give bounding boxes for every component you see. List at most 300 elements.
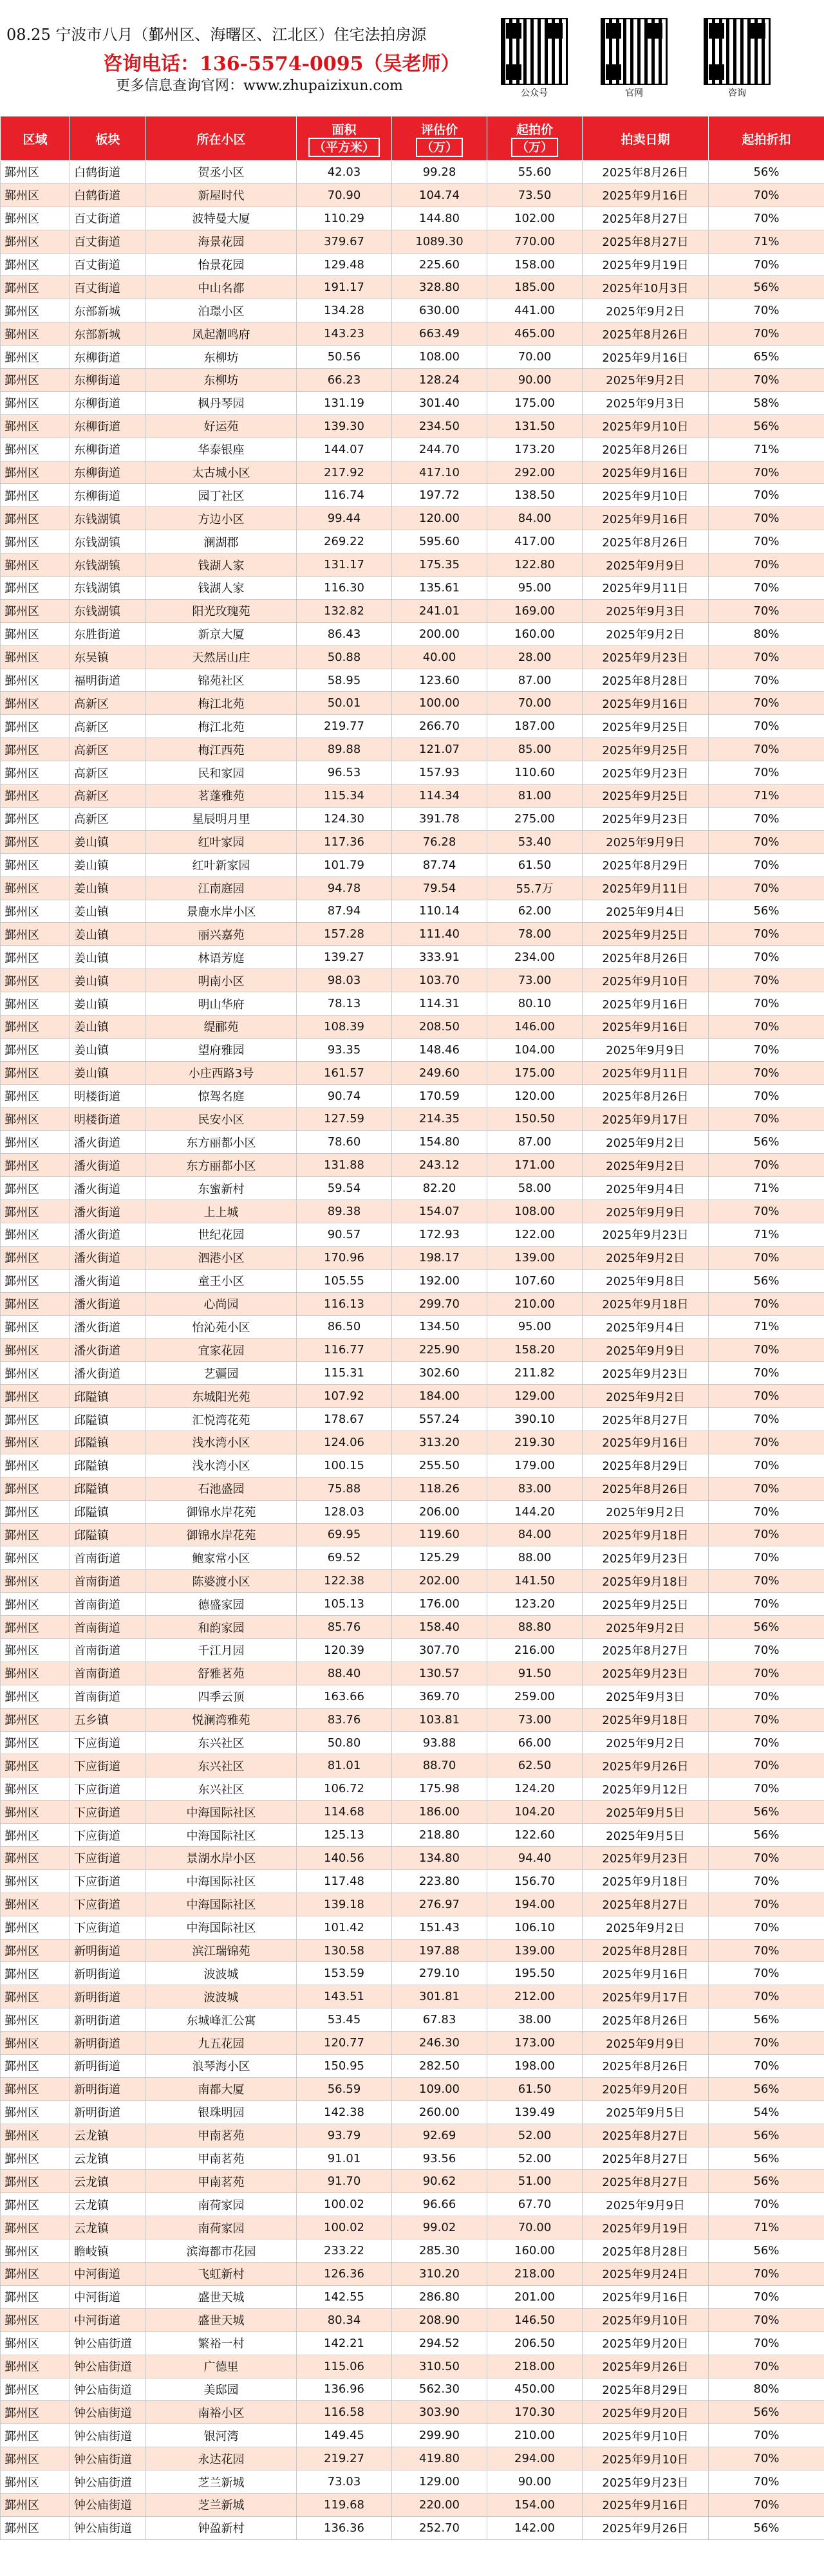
cell-community: 南荷家园 [146, 2216, 297, 2239]
cell-discount: 70% [709, 553, 824, 577]
cell-start-price: 142.00 [487, 2516, 583, 2539]
cell-start-price: 73.00 [487, 969, 583, 992]
cell-discount: 70% [709, 1408, 824, 1431]
cell-community: 新屋时代 [146, 183, 297, 207]
cell-community: 甲南茗苑 [146, 2124, 297, 2147]
cell-district: 鄞州区 [1, 299, 70, 322]
cell-auction-date: 2025年9月23日 [583, 1847, 709, 1870]
table-row [1, 784, 824, 808]
table-row [1, 900, 824, 923]
cell-start-price: 154.00 [487, 2493, 583, 2516]
cell-block: 首南街道 [70, 1546, 146, 1570]
table-row [1, 1084, 824, 1107]
cell-auction-date: 2025年9月3日 [583, 1685, 709, 1708]
table-row [1, 599, 824, 622]
cell-area: 50.01 [297, 692, 392, 715]
cell-block: 新明街道 [70, 1939, 146, 1962]
cell-auction-date: 2025年9月10日 [583, 414, 709, 438]
cell-evaluation: 175.35 [392, 553, 487, 577]
table-row [1, 2424, 824, 2447]
cell-start-price: 122.80 [487, 553, 583, 577]
cell-discount: 70% [709, 1246, 824, 1269]
cell-district: 鄞州区 [1, 2285, 70, 2308]
cell-discount: 56% [709, 900, 824, 923]
cell-area: 106.72 [297, 1777, 392, 1801]
cell-start-price: 104.20 [487, 1801, 583, 1824]
cell-community: 盛世天城 [146, 2308, 297, 2331]
cell-discount: 65% [709, 346, 824, 369]
cell-start-price: 88.00 [487, 1546, 583, 1570]
cell-district: 鄞州区 [1, 161, 70, 184]
cell-area: 132.82 [297, 599, 392, 622]
cell-community: 繁裕一村 [146, 2331, 297, 2355]
table-row [1, 2401, 824, 2424]
cell-auction-date: 2025年10月3日 [583, 276, 709, 299]
cell-evaluation: 151.43 [392, 1916, 487, 1939]
cell-block: 白鹤街道 [70, 161, 146, 184]
cell-auction-date: 2025年9月25日 [583, 1593, 709, 1616]
table-row [1, 2493, 824, 2516]
cell-community: 甲南茗苑 [146, 2170, 297, 2193]
cell-block: 东柳街道 [70, 391, 146, 414]
cell-start-price: 144.20 [487, 1500, 583, 1523]
cell-district: 鄞州区 [1, 1939, 70, 1962]
cell-community: 永达花园 [146, 2447, 297, 2470]
cell-evaluation: 90.62 [392, 2170, 487, 2193]
table-row [1, 322, 824, 346]
cell-discount: 70% [709, 1431, 824, 1454]
cell-discount: 70% [709, 830, 824, 853]
cell-discount: 70% [709, 2308, 824, 2331]
cell-discount: 70% [709, 530, 824, 553]
cell-auction-date: 2025年9月2日 [583, 1500, 709, 1523]
cell-auction-date: 2025年9月23日 [583, 2470, 709, 2494]
cell-start-price: 171.00 [487, 1154, 583, 1177]
cell-community: 太古城小区 [146, 461, 297, 484]
cell-auction-date: 2025年9月16日 [583, 2493, 709, 2516]
table-row [1, 2378, 824, 2401]
cell-start-price: 122.60 [487, 1824, 583, 1847]
cell-discount: 56% [709, 1801, 824, 1824]
cell-district: 鄞州区 [1, 1431, 70, 1454]
table-row [1, 2285, 824, 2308]
cell-evaluation: 260.00 [392, 2100, 487, 2124]
cell-auction-date: 2025年8月27日 [583, 1408, 709, 1431]
cell-auction-date: 2025年9月11日 [583, 876, 709, 900]
cell-evaluation: 595.60 [392, 530, 487, 553]
cell-evaluation: 286.80 [392, 2285, 487, 2308]
cell-community: 和韵家园 [146, 1616, 297, 1639]
cell-district: 鄞州区 [1, 1985, 70, 2008]
cell-block: 高新区 [70, 738, 146, 761]
cell-district: 鄞州区 [1, 2216, 70, 2239]
cell-start-price: 83.00 [487, 1477, 583, 1500]
cell-community: 东兴社区 [146, 1731, 297, 1754]
cell-start-price: 210.00 [487, 1292, 583, 1315]
cell-discount: 70% [709, 2285, 824, 2308]
cell-block: 中河街道 [70, 2263, 146, 2286]
cell-block: 钟公庙街道 [70, 2493, 146, 2516]
cell-discount: 70% [709, 1869, 824, 1893]
cell-area: 142.38 [297, 2100, 392, 2124]
cell-block: 邱隘镇 [70, 1454, 146, 1477]
header-community [146, 116, 297, 161]
cell-evaluation: 88.70 [392, 1754, 487, 1777]
cell-evaluation: 192.00 [392, 1269, 487, 1292]
cell-evaluation: 294.52 [392, 2331, 487, 2355]
cell-block: 潘火街道 [70, 1246, 146, 1269]
cell-auction-date: 2025年9月2日 [583, 1731, 709, 1754]
cell-area: 107.92 [297, 1385, 392, 1408]
cell-district: 鄞州区 [1, 1107, 70, 1131]
cell-district: 鄞州区 [1, 2516, 70, 2539]
cell-district: 鄞州区 [1, 1570, 70, 1593]
cell-area: 219.27 [297, 2447, 392, 2470]
cell-community: 东城峰汇公寓 [146, 2008, 297, 2032]
cell-discount: 56% [709, 1616, 824, 1639]
cell-block: 姜山镇 [70, 969, 146, 992]
cell-district: 鄞州区 [1, 784, 70, 808]
cell-start-price: 78.00 [487, 923, 583, 946]
cell-start-price: 158.20 [487, 1339, 583, 1362]
table-row [1, 1708, 824, 1731]
table-row [1, 484, 824, 507]
cell-auction-date: 2025年9月16日 [583, 1962, 709, 1985]
cell-evaluation: 285.30 [392, 2239, 487, 2263]
cell-area: 143.23 [297, 322, 392, 346]
cell-block: 高新区 [70, 715, 146, 738]
cell-district: 鄞州区 [1, 738, 70, 761]
auction-table [0, 116, 824, 2540]
cell-auction-date: 2025年9月2日 [583, 1131, 709, 1154]
cell-discount: 70% [709, 807, 824, 830]
cell-area: 140.56 [297, 1847, 392, 1870]
table-row [1, 438, 824, 461]
cell-area: 124.06 [297, 1431, 392, 1454]
cell-discount: 71% [709, 1315, 824, 1339]
table-row [1, 299, 824, 322]
header [0, 0, 824, 116]
cell-area: 233.22 [297, 2239, 392, 2263]
cell-block: 云龙镇 [70, 2170, 146, 2193]
cell-auction-date: 2025年9月2日 [583, 1385, 709, 1408]
cell-start-price: 210.00 [487, 2424, 583, 2447]
cell-district: 鄞州区 [1, 1315, 70, 1339]
cell-evaluation: 630.00 [392, 299, 487, 322]
header-label: 起拍折扣 [742, 132, 791, 147]
cell-evaluation: 93.88 [392, 1731, 487, 1754]
cell-discount: 70% [709, 923, 824, 946]
cell-block: 潘火街道 [70, 1339, 146, 1362]
cell-start-price: 62.50 [487, 1754, 583, 1777]
cell-block: 姜山镇 [70, 992, 146, 1015]
cell-area: 96.53 [297, 761, 392, 784]
table-row [1, 507, 824, 530]
cell-block: 东钱湖镇 [70, 553, 146, 577]
cell-evaluation: 266.70 [392, 715, 487, 738]
cell-community: 红叶家园 [146, 830, 297, 853]
cell-auction-date: 2025年9月10日 [583, 2447, 709, 2470]
cell-community: 新京大厦 [146, 622, 297, 645]
table-row [1, 2147, 824, 2170]
cell-start-price: 91.50 [487, 1662, 583, 1685]
cell-start-price: 84.00 [487, 507, 583, 530]
cell-evaluation: 417.10 [392, 461, 487, 484]
table-row [1, 2239, 824, 2263]
cell-discount: 70% [709, 715, 824, 738]
cell-community: 南都大厦 [146, 2077, 297, 2100]
cell-block: 下应街道 [70, 1916, 146, 1939]
table-row [1, 645, 824, 669]
cell-evaluation: 40.00 [392, 645, 487, 669]
cell-auction-date: 2025年9月9日 [583, 1038, 709, 1061]
table-row [1, 1685, 824, 1708]
cell-community: 景鹿水岸小区 [146, 900, 297, 923]
cell-discount: 70% [709, 645, 824, 669]
cell-area: 120.39 [297, 1639, 392, 1662]
cell-district: 鄞州区 [1, 369, 70, 392]
cell-community: 广德里 [146, 2355, 297, 2378]
cell-community: 中山名都 [146, 276, 297, 299]
cell-area: 116.58 [297, 2401, 392, 2424]
qr-code-icon [705, 19, 769, 84]
cell-discount: 70% [709, 738, 824, 761]
cell-discount: 70% [709, 461, 824, 484]
cell-district: 鄞州区 [1, 900, 70, 923]
table-row [1, 2100, 824, 2124]
cell-district: 鄞州区 [1, 276, 70, 299]
cell-discount: 70% [709, 1847, 824, 1870]
cell-district: 鄞州区 [1, 1408, 70, 1431]
cell-evaluation: 92.69 [392, 2124, 487, 2147]
header-label: 区域 [23, 132, 48, 147]
cell-evaluation: 244.70 [392, 438, 487, 461]
cell-area: 125.13 [297, 1824, 392, 1847]
cell-discount: 70% [709, 599, 824, 622]
cell-community: 钱湖人家 [146, 553, 297, 577]
cell-start-price: 88.80 [487, 1616, 583, 1639]
cell-district: 鄞州区 [1, 346, 70, 369]
cell-community: 四季云顶 [146, 1685, 297, 1708]
cell-auction-date: 2025年9月2日 [583, 1616, 709, 1639]
cell-district: 鄞州区 [1, 923, 70, 946]
cell-district: 鄞州区 [1, 2378, 70, 2401]
cell-community: 盛世天城 [146, 2285, 297, 2308]
cell-district: 鄞州区 [1, 1223, 70, 1246]
cell-start-price: 194.00 [487, 1893, 583, 1916]
cell-block: 钟公庙街道 [70, 2378, 146, 2401]
cell-block: 潘火街道 [70, 1154, 146, 1177]
cell-block: 东柳街道 [70, 461, 146, 484]
cell-start-price: 138.50 [487, 484, 583, 507]
cell-community: 心尚园 [146, 1292, 297, 1315]
cell-auction-date: 2025年9月25日 [583, 715, 709, 738]
cell-community: 浅水湾小区 [146, 1454, 297, 1477]
cell-discount: 70% [709, 2032, 824, 2055]
cell-district: 鄞州区 [1, 1523, 70, 1546]
cell-block: 潘火街道 [70, 1177, 146, 1200]
cell-start-price: 201.00 [487, 2285, 583, 2308]
cell-auction-date: 2025年8月26日 [583, 161, 709, 184]
cell-auction-date: 2025年9月25日 [583, 784, 709, 808]
cell-block: 福明街道 [70, 669, 146, 692]
cell-auction-date: 2025年9月23日 [583, 761, 709, 784]
cell-discount: 70% [709, 299, 824, 322]
cell-area: 170.96 [297, 1246, 392, 1269]
cell-evaluation: 313.20 [392, 1431, 487, 1454]
cell-auction-date: 2025年8月27日 [583, 2170, 709, 2193]
cell-district: 鄞州区 [1, 1639, 70, 1662]
table-row [1, 1754, 824, 1777]
cell-auction-date: 2025年9月20日 [583, 2077, 709, 2100]
cell-evaluation: 108.00 [392, 346, 487, 369]
cell-auction-date: 2025年9月17日 [583, 1985, 709, 2008]
table-row [1, 2193, 824, 2216]
cell-community: 民安小区 [146, 1107, 297, 1131]
table-row [1, 1339, 824, 1362]
cell-auction-date: 2025年9月23日 [583, 1546, 709, 1570]
cell-auction-date: 2025年9月18日 [583, 1869, 709, 1893]
cell-community: 海景花园 [146, 230, 297, 253]
cell-start-price: 131.50 [487, 414, 583, 438]
table-row [1, 276, 824, 299]
cell-district: 鄞州区 [1, 2263, 70, 2286]
cell-evaluation: 114.34 [392, 784, 487, 808]
cell-auction-date: 2025年9月10日 [583, 969, 709, 992]
cell-block: 高新区 [70, 807, 146, 830]
table-row [1, 530, 824, 553]
cell-area: 143.51 [297, 1985, 392, 2008]
cell-auction-date: 2025年8月29日 [583, 2378, 709, 2401]
cell-evaluation: 246.30 [392, 2032, 487, 2055]
cell-area: 117.36 [297, 830, 392, 853]
cell-community: 鲍家常小区 [146, 1546, 297, 1570]
cell-evaluation: 202.00 [392, 1570, 487, 1593]
cell-community: 滨江瑞锦苑 [146, 1939, 297, 1962]
cell-discount: 70% [709, 2055, 824, 2078]
cell-evaluation: 154.07 [392, 1200, 487, 1223]
cell-discount: 70% [709, 1546, 824, 1570]
cell-district: 鄞州区 [1, 1084, 70, 1107]
cell-district: 鄞州区 [1, 761, 70, 784]
cell-start-price: 70.00 [487, 346, 583, 369]
cell-discount: 56% [709, 161, 824, 184]
table-row [1, 622, 824, 645]
cell-area: 78.13 [297, 992, 392, 1015]
cell-community: 泊璟小区 [146, 299, 297, 322]
cell-start-price: 139.00 [487, 1246, 583, 1269]
cell-evaluation: 158.40 [392, 1616, 487, 1639]
cell-auction-date: 2025年9月9日 [583, 2193, 709, 2216]
cell-area: 66.23 [297, 369, 392, 392]
cell-area: 115.06 [297, 2355, 392, 2378]
cell-district: 鄞州区 [1, 992, 70, 1015]
cell-community: 中海国际社区 [146, 1824, 297, 1847]
header-label: 起拍价 [516, 122, 553, 137]
cell-area: 136.36 [297, 2516, 392, 2539]
cell-block: 东柳街道 [70, 369, 146, 392]
cell-block: 高新区 [70, 761, 146, 784]
cell-start-price: 294.00 [487, 2447, 583, 2470]
cell-district: 鄞州区 [1, 484, 70, 507]
cell-community: 红叶新家园 [146, 853, 297, 876]
cell-evaluation: 130.57 [392, 1662, 487, 1685]
cell-auction-date: 2025年9月23日 [583, 645, 709, 669]
table-row [1, 2470, 824, 2494]
cell-area: 58.95 [297, 669, 392, 692]
cell-district: 鄞州区 [1, 715, 70, 738]
cell-start-price: 195.50 [487, 1962, 583, 1985]
cell-auction-date: 2025年9月20日 [583, 2331, 709, 2355]
cell-district: 鄞州区 [1, 946, 70, 969]
cell-district: 鄞州区 [1, 1777, 70, 1801]
cell-block: 潘火街道 [70, 1315, 146, 1339]
cell-district: 鄞州区 [1, 1154, 70, 1177]
cell-evaluation: 557.24 [392, 1408, 487, 1431]
cell-discount: 70% [709, 484, 824, 507]
cell-district: 鄞州区 [1, 1339, 70, 1362]
cell-community: 澜湖郡 [146, 530, 297, 553]
cell-start-price: 141.50 [487, 1570, 583, 1593]
cell-auction-date: 2025年9月2日 [583, 299, 709, 322]
cell-block: 姜山镇 [70, 1038, 146, 1061]
cell-auction-date: 2025年9月5日 [583, 1801, 709, 1824]
cell-block: 下应街道 [70, 1869, 146, 1893]
qr-label: 公众号 [521, 88, 548, 98]
cell-district: 鄞州区 [1, 2170, 70, 2193]
header-label: 评估价 [420, 122, 458, 137]
cell-auction-date: 2025年9月11日 [583, 1061, 709, 1084]
cell-area: 115.31 [297, 1362, 392, 1385]
cell-community: 望府雅园 [146, 1038, 297, 1061]
cell-area: 99.44 [297, 507, 392, 530]
cell-community: 中海国际社区 [146, 1869, 297, 1893]
cell-start-price: 173.20 [487, 438, 583, 461]
cell-block: 云龙镇 [70, 2147, 146, 2170]
cell-auction-date: 2025年9月18日 [583, 1570, 709, 1593]
cell-start-price: 150.50 [487, 1107, 583, 1131]
cell-community: 东方丽都小区 [146, 1131, 297, 1154]
cell-evaluation: 218.80 [392, 1824, 487, 1847]
cell-block: 东柳街道 [70, 484, 146, 507]
cell-start-price: 53.40 [487, 830, 583, 853]
cell-block: 钟公庙街道 [70, 2424, 146, 2447]
cell-discount: 70% [709, 1038, 824, 1061]
cell-district: 鄞州区 [1, 2470, 70, 2494]
cell-block: 姜山镇 [70, 1015, 146, 1038]
cell-auction-date: 2025年9月11日 [583, 577, 709, 600]
cell-block: 新明街道 [70, 1985, 146, 2008]
cell-block: 东胜街道 [70, 622, 146, 645]
cell-area: 219.77 [297, 715, 392, 738]
cell-discount: 70% [709, 1477, 824, 1500]
cell-start-price: 94.40 [487, 1847, 583, 1870]
cell-evaluation: 157.93 [392, 761, 487, 784]
table-row [1, 461, 824, 484]
cell-block: 明楼街道 [70, 1084, 146, 1107]
cell-community: 九五花园 [146, 2032, 297, 2055]
cell-community: 丽兴嘉苑 [146, 923, 297, 946]
cell-start-price: 55.60 [487, 161, 583, 184]
cell-district: 鄞州区 [1, 1847, 70, 1870]
cell-area: 88.40 [297, 1662, 392, 1685]
cell-block: 姜山镇 [70, 923, 146, 946]
cell-district: 鄞州区 [1, 1916, 70, 1939]
cell-district: 鄞州区 [1, 1685, 70, 1708]
cell-district: 鄞州区 [1, 2032, 70, 2055]
cell-area: 101.42 [297, 1916, 392, 1939]
cell-start-price: 61.50 [487, 853, 583, 876]
